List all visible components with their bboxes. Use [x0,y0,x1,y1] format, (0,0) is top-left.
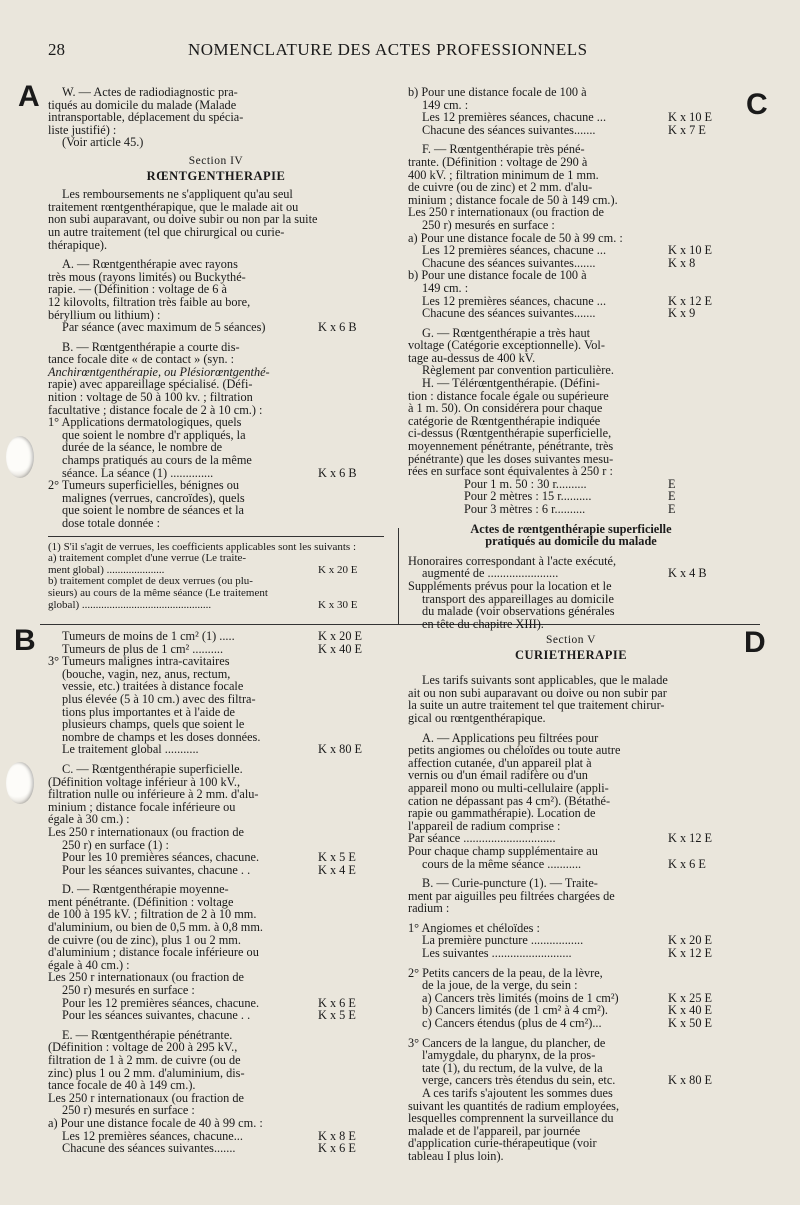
text-line: l'appareil de radium comprise : [408,818,561,833]
text-line: a) Pour une distance focale de 40 à 99 cm. : [48,1115,263,1130]
tariff-code: K x 25 E [668,990,713,1005]
text-line: dose totale donnée : [62,516,161,530]
text-line: zinc) plus 1 ou 2 mm. d'aluminium, dis- [48,1065,245,1080]
tariff-code: K x 6 E [318,1141,356,1156]
text-line: F. — Rœntgenthérapie très péné- [422,142,585,157]
text-line: trante. (Définition : voltage de 290 à [408,154,588,169]
text-line: A. — Rœntgenthérapie avec rayons [62,257,238,272]
text-line: b) Pour une distance focale de 100 à [408,268,587,283]
tariff-code: K x 6 E [318,995,356,1010]
text-line: filtration de 1 à 2 mm. de cuivre (ou de [48,1053,241,1067]
margin-letter-b: B [14,624,36,657]
margin-letter-a: A [18,80,40,113]
text-line: suivant les quantités de radium employées, [408,1098,620,1113]
tariff-code: K x 40 E [668,1003,713,1018]
tariff-code: K x 20 E [318,629,363,643]
column-divider [398,528,399,624]
page-title: NOMENCLATURE DES ACTES PROFESSIONNELS [188,40,588,59]
text-line: 3° Tumeurs malignes intra-cavitaires [48,654,230,669]
text-line: 2° Tumeurs superficielles, bénignes ou [48,478,240,493]
text-line: rapie ou gammathérapie). Location de [408,806,596,821]
section-label: Section V [546,634,596,646]
tariff-code: K x 10 E [668,243,713,258]
text-line: 12 kilovolts, filtration très faible au bore, [48,294,251,309]
tariff-code: K x 6 B [318,465,357,480]
text-line: Anchirœntgenthérapie, ou Plésiorœntgenthé- [48,364,270,379]
text-line: Les remboursements ne s'appliquent qu'au seul [62,187,293,202]
binder-hole [6,436,34,478]
text-line: un autre traitement (tel que chirurgical ou curie- [48,224,285,239]
text-line: malade et de l'appareil, par journée [408,1123,581,1138]
left-bottom-column: Tumeurs de moins de 1 cm² (1) ..... K x 20 E Tumeurs de plus de 1 cm² .......... K x 40 E 3° Tumeurs malignes intra-cavitaires (bouche, vagin, nez, anus, rectum, vessie, etc.) traitées à distance focale plus élevée (5 à 10 cm.) avec des filtra- tions plus importantes et à l'aide de plusieurs champs, quels que soient le nombre de champs et les doses données. Le traitement global ........... K x 80 E C. — Rœntgenthérapie superficielle. (Définition voltage inférieur à 100 kV., filtration nulle ou inférieure à 2 mm. d'alu- minium ; distance focale inférieure ou égale à 30 cm.) : Les 250 r internationaux (ou fraction de 250 r) en surface (1) : Pour les 10 premières séances, chacune. K x 5 E Pour les séances suivantes, chacune . . K x 4 E D. — Rœntgenthérapie moyenne- ment pénétrante. (Définition : voltage de 100 à 195 kV. ; filtration de 2 à 10 mm. d'aluminium, ou bien de 0,5 mm. à 0,8 mm. de cuivre (ou de zinc), plus 1 ou 2 mm. d'aluminium ; distance focale inférieure ou égale à 40 cm.) : Les 250 r internationaux (ou fraction de 250 r) mesurés en surface : Pour les 12 premières séances, chacune. K x 6 E Pour les séances suivantes, chacune . . K x 5 E E. — Rœntgenthérapie pénétrante. (Définition : voltage de 200 à 295 kV., filtration de 1 à 2 mm. de cuivre (ou de zinc) plus 1 ou 2 mm. d'aluminium, dis- tance focale de 40 à 149 cm.). Les 250 r internationaux (ou fraction de 250 r) mesurés en surface : a) Pour une distance focale de 40 à 99 cm. : Les 12 premières séances, chacune... K x 8 E Chacune des séances suivantes....... K x 6 E [48,630,384,1155]
text-line: durée de la séance, le nombre de [62,440,223,455]
text-line: rapie. — (Définition : voltage de 6 à [48,282,227,297]
text-line: G. — Rœntgenthérapie a très haut [422,325,591,340]
text-line: 250 r) en surface (1) : [62,837,169,852]
tariff-code: K x 80 E [318,742,363,757]
text-line: égale à 40 cm.) : [48,957,130,972]
text-line: Pour chaque champ supplémentaire au [408,843,598,858]
text-line: malignes (verrues, cancroïdes), quels [62,490,245,505]
text-line: a) Pour une distance focale de 50 à 99 cm. : [408,230,623,245]
text-line: Suppléments prévus pour la location et le [408,578,612,593]
text-line: tage au-dessus de 400 kV. [408,350,536,365]
footnote-rule [48,536,384,537]
tariff-code: K x 4 B [668,566,707,581]
text-line: Les 250 r internationaux (ou fraction de [48,824,244,839]
text-line: l'amygdale, du pharynx, de la pros- [422,1048,596,1063]
text-line: ment par aiguilles peu filtrées chargées de [408,888,615,903]
text-line: A. — Applications peu filtrées pour [422,730,599,745]
tariff-code: K x 12 E [668,293,713,308]
tariff-code: K x 7 E [668,122,706,137]
text-line: non subi auparavant, ou doive subir ou non par la suite [48,212,318,227]
tariff-code: K x 4 E [318,862,356,877]
text-line: la suite un autre traitement tel que traitement chirur- [408,698,665,713]
text-line: d'aluminium ; distance focale inférieure ou [48,945,259,960]
tariff-code: K x 9 [668,306,696,321]
text-line: égale à 30 cm.) : [48,812,130,827]
text-line: Honoraires correspondant à l'acte exécuté, [408,553,617,568]
text-line: H. — Télérœntgenthérapie. (Défini- [422,376,600,391]
left-top-column [48,86,384,611]
text-line: moyennement pénétrante, pénétrante, très [408,439,614,454]
text-line: de la joue, de la verge, du sein : [422,978,578,993]
text-line: rapie) avec appareillage spécialisé. (Défi- [48,377,253,392]
text-line: liste justifié) : [48,122,117,137]
text-line: 250 r) mesurés en surface : [62,1103,195,1118]
text-line: plus élevée (5 à 10 cm.) avec des filtra- [62,691,256,706]
text-line: cation ne dépassant pas 4 cm²). (Bétathé- [408,793,611,808]
right-top-column: b) Pour une distance focale de 100 à 149 cm. : Les 12 premières séances, chacune ... K x 10 E Chacune des séances suivantes....... K x 7 E F. — Rœntgenthérapie très péné- trante. (Définition : voltage de 290 à 400 kV. ; filtration minimum de 1 mm. de cuivre (ou de zinc) et 2 mm. d'alu- minium ; distance focale de 50 à 149 cm.). Les 250 r internationaux (ou fraction de 250 r) mesurés en surface : a) Pour une distance focale de 50 à 99 cm. : Les 12 premières séances, chacune ... K x 10 E Chacune des séances suivantes....... K x 8 b) Pour une distance focale de 100 à 149 cm. : Les 12 premières séances, chacune ... K x 12 E Chacune des séances suivantes....... K x 9 G. — Rœntgenthérapie a très haut voltage (Catégorie exceptionnelle). Vol- tage au-dessus de 400 kV. Règlement par convention particulière. H. — Télérœntgenthérapie. (Défini- tion : distance focale égale ou supérieure à 1 m. 50). On considérera pour chaque catégorie de Rœntgenthérapie indiquée ci-dessus (Rœntgenthérapie superficielle, moyennement pénétrante, pénétrante, très pénétrante) que les doses suivantes mesu- rées en surface sont équivalentes à 250 r : Pour 1 m. 50 : 30 r.......... E Pour 2 mètres : 15 r.......... E Pour 3 mètres : 6 r.......... E Actes de rœntgenthérapie superficielle pratiqués au domicile du malade Honoraires correspondant à l'acte exécuté, augmenté de ....................... K x 4 B Suppléments prévus pour la location et le transport des appareillages au domicile du malade (voir observations générales en tête du chapitre XIII). [408,86,734,630]
text-line: (bouche, vagin, nez, anus, rectum, [62,666,231,681]
binder-hole [6,762,34,804]
page-number: 28 [48,40,65,59]
text-line: vernis ou d'un émail radifère ou d'un [408,768,588,783]
text-line: 149 cm. : [422,280,469,295]
tariff-code: K x 5 E [318,850,356,865]
text-line: de cuivre (ou de zinc) et 2 mm. d'alu- [408,180,593,195]
text-line: filtration nulle ou inférieure à 2 mm. d'alu- [48,787,259,802]
text-line: très mous (rayons limités) ou Buckythé- [48,269,246,284]
text-line: Règlement par convention particulière. [422,363,614,378]
section-label: Section IV [188,154,244,167]
text-line: que soient le nombre d'r appliqués, la [62,427,246,442]
text-line: intransportable, déplacement du spécia- [48,110,244,125]
text-line: Les 250 r internationaux (ou fraction de [48,970,244,985]
tariff-code: K x 12 E [668,831,713,846]
page-header [48,40,748,64]
text-line: à 1 m. 50). On considérera pour chaque [408,401,603,416]
tariff-code: K x 40 E [318,641,363,656]
tariff-code: K x 20 E [318,563,358,576]
text-line: Les tarifs suivants sont applicables, que le malade [422,673,668,688]
text-line: plusieurs champs, quels que soient le [62,717,245,732]
text-line: b) Pour une distance focale de 100 à [408,85,587,99]
text-line: ait ou non subi auparavant ou doive ou non subir par [408,685,667,700]
tariff-code: K x 8 [668,255,696,270]
tariff-code: K x 6 E [668,856,706,871]
text-line: nombre de champs et les doses données. [62,729,261,744]
text-line: catégorie de Rœntgenthérapie indiquée [408,413,601,428]
text-line: transport des appareillages au domicile [422,591,614,606]
text-line: ment pénétrante. (Définition : voltage [48,894,234,909]
tariff-code: K x 5 E [318,1008,356,1023]
tariff-code: K x 50 E [668,1016,713,1031]
text-line: lesquelles comprennent la surveillance du [408,1111,614,1126]
text-line: radium : [408,901,450,916]
footnote: (1) S'il s'agit de verrues, les coefficients applicables sont les suivants : a) traitement complet d'une verrue (Le traite- ment global) ..................... K x 20 E b) traitement complet de deux verrues (ou plu- sieurs) au cours de la même séance (Le traitement global) ............................................... K x 30 E [48,542,384,612]
text-line: (Voir article 45.) [62,135,144,150]
text-line: affection cutanée, d'un appareil plat à [408,755,592,770]
text-line: tate (1), du rectum, de la vulve, de la [422,1060,603,1075]
text-line: d'application curie-thérapeutique (voir [408,1136,597,1151]
text-line: B. — Curie-puncture (1). — Traite- [422,876,598,891]
text-line: C. — Rœntgenthérapie superficielle. [62,761,243,776]
tariff-code: K x 6 B [318,320,357,335]
text-line: pénétrante) que les doses suivantes mesu- [408,451,614,466]
text-line: A ces tarifs s'ajoutent les sommes dues [422,1086,613,1100]
text-line: tiqués au domicile du malade (Malade [48,97,237,112]
tariff-code: K x 30 E [318,598,358,611]
text-line: 1° Angiomes et chéloïdes : [408,920,540,935]
text-line: béryllium ou lithium) : [48,307,161,322]
text-line: 1° Applications dermatologiques, quels [48,415,242,430]
text-line: de 100 à 195 kV. ; filtration de 2 à 10 mm. [48,907,257,922]
text-line: D. — Rœntgenthérapie moyenne- [62,882,229,897]
text-line: tion : distance focale égale ou supérieure [408,388,609,403]
tariff-code: K x 10 E [668,110,713,125]
text-line: (Définition : voltage de 200 à 295 kV., [48,1040,238,1055]
text-line: appareil mono ou multi-cellulaire (appli- [408,780,609,795]
text-line: 3° Cancers de la langue, du plancher, de [408,1035,606,1050]
text-line: nition : voltage de 50 à 100 kv. ; filtration [48,390,253,405]
margin-letter-c: C [746,88,768,121]
section-title: RŒNTGENTHERAPIE [146,168,286,183]
text-line: 2° Petits cancers de la peau, de la lèvre, [408,965,603,980]
tariff-code: E [668,502,676,516]
text-line: (Définition voltage inférieur à 100 kV., [48,774,241,789]
tariff-code: K x 80 E [668,1073,713,1088]
subsection-title: pratiqués au domicile du malade [485,534,657,549]
text-line: thérapique). [48,237,108,252]
text-line: Les 250 r internationaux (ou fraction de [408,205,604,220]
right-bottom-column: Section V CURIETHERAPIE Les tarifs suivants sont applicables, que le malade ait ou non subi auparavant ou doive ou non subir par la suite un autre traitement tel que traitement chirur- gical ou rœntgenthérapique. A. — Applications peu filtrées pour petits angiomes ou chéloïdes ou toute autre affection cutanée, d'un appareil plat à vernis ou d'un émail radifère ou d'un appareil mono ou multi-cellulaire (appli- cation ne dépassant pas 4 cm²). (Bétathé- rapie ou gammathérapie). Location de l'appareil de radium comprise : Par séance .............................. K x 12 E Pour chaque champ supplémentaire au cours de la même séance ........... K x 6 E B. — Curie-puncture (1). — Traite- ment par aiguilles peu filtrées chargées de radium : 1° Angiomes et chéloïdes : La première puncture ................. K x 20 E Les suivantes .......................... K x 12 E 2° Petits cancers de la peau, de la lèvre, de la joue, de la verge, du sein : a) Cancers très limités (moins de 1 cm²) K x 25 E b) Cancers limités (de 1 cm² à 4 cm²). K x 40 E c) Cancers étendus (plus de 4 cm²)... K x 50 E 3° Cancers de la langue, du plancher, de l'amygdale, du pharynx, de la pros- tate (1), du rectum, de la vulve, de la verge, cancers très étendus du sein, etc. K x 80 E A ces tarifs s'ajoutent les sommes dues suivant les quantités de radium employées, lesquelles comprennent la surveillance du malade et de l'appareil, par journée d'application curie-thérapeutique (voir tableau I plus loin). [408,628,734,1163]
text-line: tance focale de 40 à 149 cm.). [48,1078,196,1093]
text-line: 250 r) mesurés en surface : [62,983,195,998]
text-line: que soient le nombre de séances et la [62,503,244,518]
tariff-code: E [668,476,676,491]
text-line: du malade (voir observations générales [422,604,615,619]
text-line: minium ; distance focale de 50 à 149 cm.). [408,192,618,207]
text-line: champs pratiqués au cours de la même [62,453,252,468]
tariff-code: K x 12 E [668,946,713,961]
text-line: Les 250 r internationaux (ou fraction de [48,1090,244,1105]
tariff-code: K x 8 E [318,1128,356,1143]
tariff-row: séance. La séance (1) .............. K x 6 B [48,467,384,480]
text-line: gical ou rœntgenthérapique. [408,710,546,725]
text-line: 250 r) mesurés en surface : [422,217,555,232]
tariff-row: Par séance (avec maximum de 5 séances) K x 6 B [48,321,384,334]
tariff-code: K x 20 E [668,933,713,948]
text-line: minium ; distance focale inférieure ou [48,799,236,814]
text-line: E. — Rœntgenthérapie pénétrante. [62,1027,233,1042]
text-line: 149 cm. : [422,97,469,112]
text-line: facultative ; distance focale de 2 à 10 cm.) : [48,402,263,417]
text-line: d'aluminium, ou bien de 0,5 mm. à 0,8 mm. [48,920,263,935]
text-line: tions plus importantes et à l'aide de [62,704,235,719]
text-line: rées en surface sont équivalentes à 250 r : [408,464,613,479]
section-title: CURIETHERAPIE [514,647,628,662]
text-line: en tête du chapitre XIII). [422,616,544,631]
text-line: de cuivre (ou de zinc), plus 1 ou 2 mm. [48,932,241,947]
text-line: voltage (Catégorie exceptionnelle). Vol- [408,338,605,353]
text-line: traitement rœntgenthérapique, que le malade ait ou [48,199,299,214]
subsection-title: Actes de rœntgenthérapie superficielle [470,521,672,536]
tariff-code: E [668,489,676,504]
text-line: tance focale dite « de contact » (syn. : [48,352,235,367]
text-line: petits angiomes ou chéloïdes ou toute autre [408,743,621,758]
text-line: ci-dessus (Rœntgenthérapie superficielle, [408,426,612,441]
margin-letter-d: D [744,626,766,659]
text-line: W. — Actes de radiodiagnostic pra- [62,85,238,99]
text-line: 400 kV. ; filtration minimum de 1 mm. [408,167,599,182]
text-line: tableau I plus loin). [408,1148,504,1163]
text-line: vessie, etc.) traitées à distance focale [62,679,244,694]
text-line: B. — Rœntgenthérapie a courte dis- [62,339,240,354]
